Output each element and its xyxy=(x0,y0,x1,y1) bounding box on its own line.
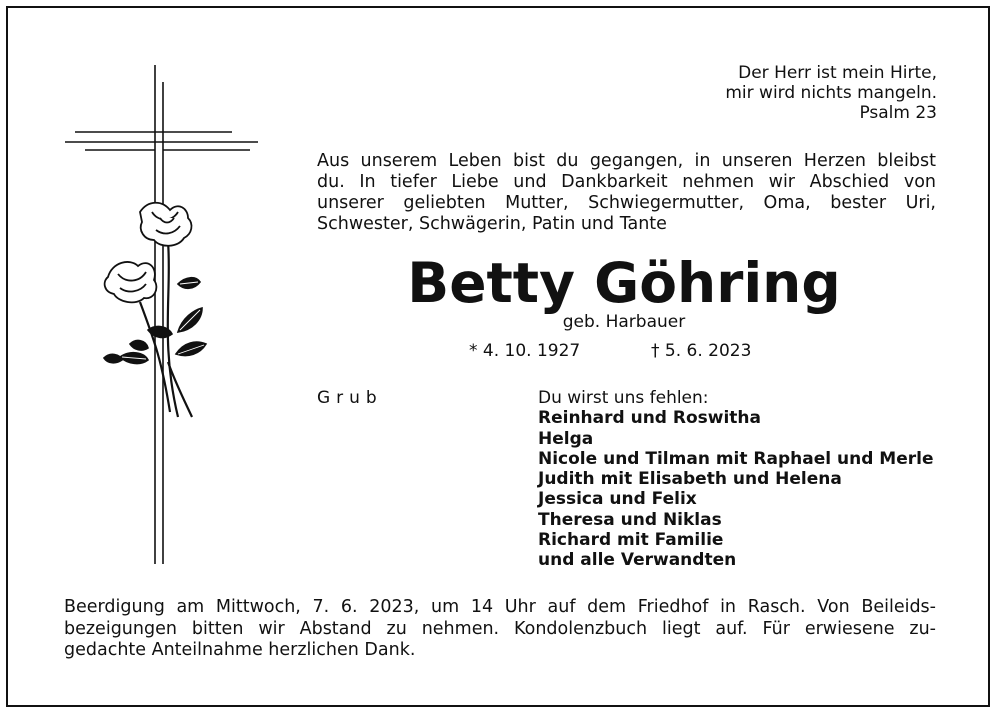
mourner-entry: Jessica und Felix xyxy=(538,489,697,510)
funeral-details xyxy=(64,597,936,662)
mourner-entry: Nicole und Tilman mit Raphael und Merle xyxy=(538,448,934,469)
cross-with-roses-icon xyxy=(60,62,260,572)
intro-line: du. In tiefer Liebe und Dankbarkeit nehmen wir Abschied von xyxy=(317,172,936,192)
mourner-entry: Judith mit Elisabeth und Helena xyxy=(538,469,842,490)
intro-line: Aus unserem Leben bist du gegangen, in unseren Herzen bleibst xyxy=(317,151,936,171)
funeral-line: Beerdigung am Mittwoch, 7. 6. 2023, um 14 Uhr auf dem Friedhof in Rasch. Von Beileids- xyxy=(64,597,936,617)
funeral-line: bezeigungen bitten wir Abstand zu nehmen. Kondolenzbuch liegt auf. Für erwiesene zu- xyxy=(64,618,936,639)
birth-date: * 4. 10. 1927 xyxy=(469,341,581,361)
psalm-reference: Psalm 23 xyxy=(859,103,937,123)
mourner-entry: Richard mit Familie xyxy=(538,530,724,551)
psalm-line: Der Herr ist mein Hirte, xyxy=(738,63,937,83)
mourners-lead: Du wirst uns fehlen: xyxy=(538,388,709,408)
psalm-quote xyxy=(725,63,937,123)
intro-line: unserer geliebten Mutter, Schwiegermutter, Oma, bester Uri, xyxy=(317,193,936,213)
funeral-line: gedachte Anteilnahme herzlichen Dank. xyxy=(64,640,416,660)
mourner-entry: und alle Verwandten xyxy=(538,550,737,571)
intro-line: Schwester, Schwägerin, Patin und Tante xyxy=(317,214,667,234)
mourners-list xyxy=(538,388,933,571)
maiden-name: geb. Harbauer xyxy=(562,312,686,332)
mourner-entry: Theresa und Niklas xyxy=(538,509,722,530)
mourner-entry: Helga xyxy=(538,428,594,449)
intro-text xyxy=(317,151,936,235)
psalm-line: mir wird nichts mangeln. xyxy=(725,83,937,103)
deceased-name: Betty Göhring xyxy=(407,251,841,315)
death-date: † 5. 6. 2023 xyxy=(651,341,752,361)
mourner-entry: Reinhard und Roswitha xyxy=(538,408,762,429)
place-name: Grub xyxy=(317,388,383,408)
